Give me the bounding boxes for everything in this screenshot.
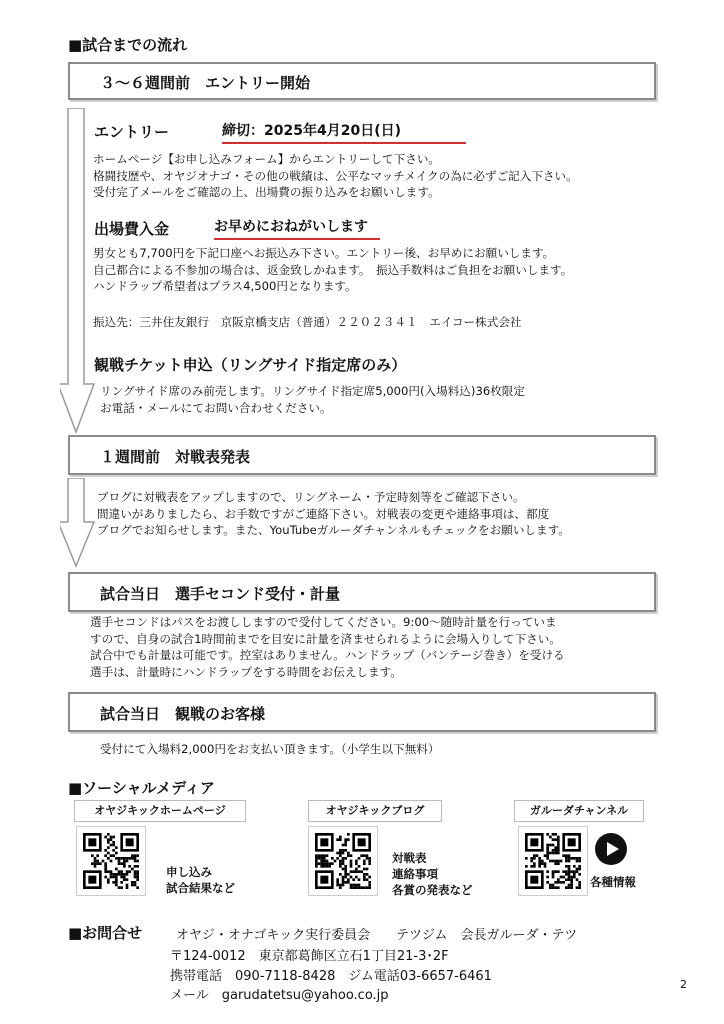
stage-box-match-day-spectators xyxy=(68,692,656,732)
entry-heading: エントリー xyxy=(94,123,170,141)
qr-code-image xyxy=(525,833,581,889)
text-line: 連絡事項 xyxy=(392,867,438,881)
youtube-label: ガルーダチャンネル xyxy=(514,800,644,822)
stage-box-match-day-fighters xyxy=(68,572,656,612)
homepage-label: オヤジキックホームページ xyxy=(74,800,246,822)
homepage-qr-code[interactable] xyxy=(76,826,146,896)
text-line: ハンドラップ希望者はプラス4,500円となります。 xyxy=(93,279,357,293)
homepage-description xyxy=(166,864,235,896)
text-line: すので、自身の試合1時間前までを目安に計量を済ませられるように会場入りして下さい。 xyxy=(90,631,561,646)
text-line: 各賞の発表など xyxy=(392,883,473,897)
text-line: 試合結果など xyxy=(166,881,235,895)
entry-deadline: 締切：2025年4月20日(日) xyxy=(222,120,466,144)
blog-description xyxy=(392,850,473,898)
text-line: 対戦表 xyxy=(392,851,427,865)
ticket-heading: 観戦チケット申込（リングサイド指定席のみ） xyxy=(94,356,407,374)
text-line: ブログに対戦表をアップしますので、リングネーム・予定時刻等をご確認下さい。 xyxy=(97,490,525,504)
qr-code-image xyxy=(83,833,139,889)
text-line: ブログでお知らせします。また、YouTubeガルーダチャンネルもチェックをお願いします。 xyxy=(97,523,570,537)
social-section-title: ■ソーシャルメディア xyxy=(68,779,215,797)
flow-arrow-1 xyxy=(60,108,96,434)
stage2-text xyxy=(97,489,570,539)
bank-account: 振込先：三井住友銀行 京阪京橋支店（普通）２２０２３４１ エイコー株式会社 xyxy=(93,315,522,329)
stage4-text: 受付にて入場料2,000円をお支払い頂きます。（小学生以下無料） xyxy=(100,742,440,756)
stage-title: 試合当日 選手セコンド受付・計量 xyxy=(100,585,341,603)
youtube-description: 各種情報 xyxy=(590,875,636,889)
youtube-play-icon[interactable] xyxy=(594,832,628,866)
text-line: 間違いがありましたら、お手数ですがご連絡下さい。対戦表の変更や連絡事項は、都度 xyxy=(97,506,550,521)
text-line: ホームページ【お申し込みフォーム】からエントリーして下さい。 xyxy=(93,152,441,166)
flow-arrow-2 xyxy=(60,478,96,568)
fee-note: お早めにおねがいします xyxy=(214,216,380,240)
stage3-text xyxy=(90,614,565,680)
contact-email[interactable]: メール garudatetsu@yahoo.co.jp xyxy=(170,988,389,1003)
qr-code-image xyxy=(315,833,371,889)
text-line: 自己都合による不参加の場合は、返金致しかねます。 振込手数料はご負担をお願いします。 xyxy=(93,262,573,277)
stage-title: 試合当日 観戦のお客様 xyxy=(100,705,266,723)
youtube-qr-code[interactable] xyxy=(518,826,588,896)
contact-organization: オヤジ・オナゴキック実行委員会 テツジム 会長ガルーダ・テツ xyxy=(176,928,578,943)
contact-section-title: ■お問合せ xyxy=(68,924,143,942)
stage-title: ３～６週間前 エントリー開始 xyxy=(100,74,311,92)
fee-instructions xyxy=(93,245,572,295)
flow-section-title: ■試合までの流れ xyxy=(68,36,188,54)
contact-phone: 携帯電話 090-7118-8428 ジム電話03-6657-6461 xyxy=(170,969,492,984)
stage-box-one-week xyxy=(68,435,656,475)
stage-title: １週間前 対戦表発表 xyxy=(100,448,251,466)
text-line: リングサイド席のみ前売します。リングサイド指定席5,000円(入場料込)36枚限定 xyxy=(100,384,525,398)
blog-qr-code[interactable] xyxy=(308,826,378,896)
stage-box-entry-start xyxy=(68,62,656,100)
text-line: 選手は、計量時にハンドラップをする時間をお伝えします。 xyxy=(90,664,402,679)
text-line: 試合中でも計量は可能です。控室はありません。ハンドラップ（バンテージ巻き）を受ける xyxy=(90,648,565,662)
text-line: 男女とも7,700円を下記口座へお振込み下さい。エントリー後、お早めにお願いします。 xyxy=(93,246,555,260)
entry-instructions xyxy=(93,151,578,201)
contact-address: 〒124-0012 東京都葛飾区立石1丁目21-3･2F xyxy=(170,949,449,964)
text-line: 格闘技歴や、オヤジオナゴ・その他の戦績は、公平なマッチメイクの為に必ずご記入下さい。 xyxy=(93,168,578,183)
text-line: 選手セコンドはパスをお渡ししますので受付してください。9:00～随時計量を行っていま xyxy=(90,615,557,629)
fee-heading: 出場費入金 xyxy=(94,220,170,238)
ticket-instructions xyxy=(100,383,525,416)
text-line: 受付完了メールをご確認の上、出場費の振り込みをお願いします。 xyxy=(93,185,440,199)
text-line: 申し込み xyxy=(166,865,212,879)
page-number: 2 xyxy=(680,978,687,991)
blog-label: オヤジキックブログ xyxy=(308,800,442,822)
text-line: お電話・メールにてお問い合わせください。 xyxy=(100,400,332,415)
